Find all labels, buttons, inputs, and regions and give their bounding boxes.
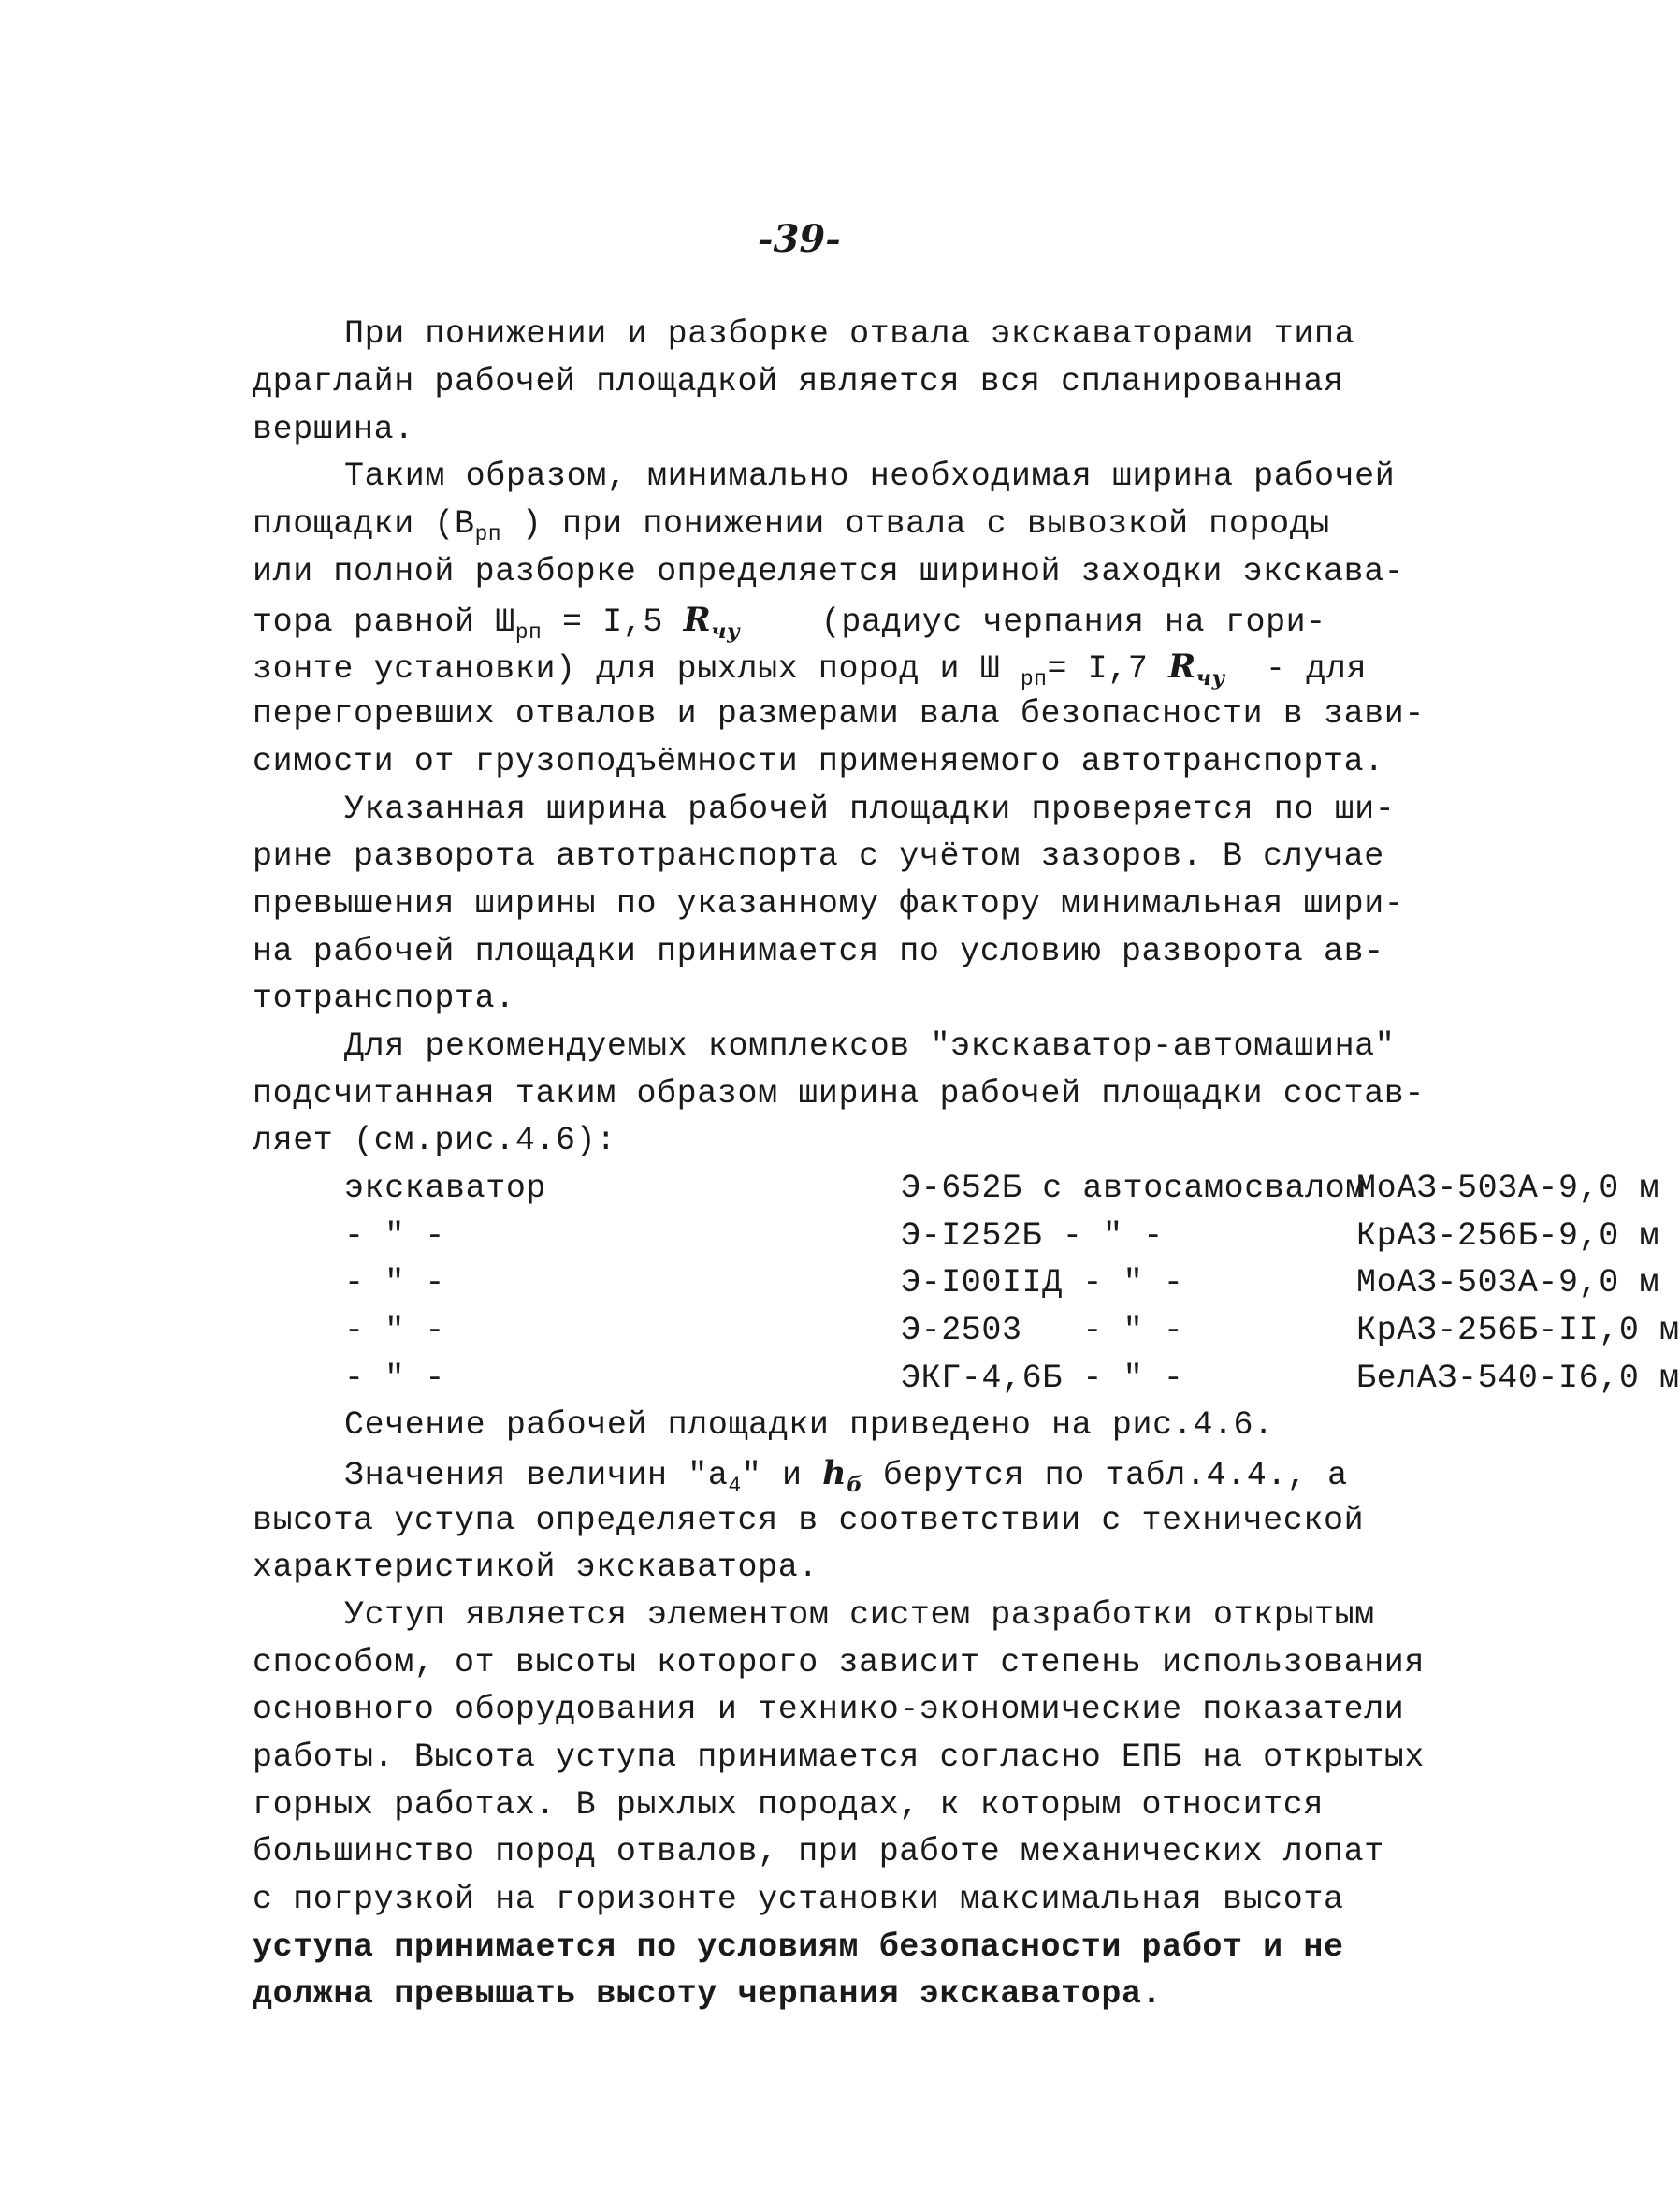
complex-excavator-label: экскаватор: [344, 1170, 547, 1207]
complex-excavator-model: Э-2503 - " -: [901, 1312, 1184, 1349]
paragraph-3-line-4: на рабочей площадки принимается по условию разворота ав-: [253, 933, 1384, 970]
text-run: Значения величин "а: [344, 1457, 729, 1494]
handwritten-subscript-chu: чу: [711, 618, 741, 644]
subscript-rp: рп: [514, 619, 543, 645]
complex-truck-width: БелАЗ-540-I6,0 м: [1356, 1360, 1680, 1397]
paragraph-7-line-5: горных работах. В рыхлых породах, к которым относится: [253, 1786, 1324, 1824]
handwritten-r: R: [1168, 647, 1196, 686]
paragraph-2-line-5: [253, 647, 1368, 691]
text-run: - для: [1224, 650, 1368, 688]
complex-row: [344, 1170, 1660, 1207]
text-run: = I,5: [542, 604, 684, 641]
paragraph-3-line-5: тотранспорта.: [253, 980, 515, 1017]
paragraph-7-line-3: основного оборудования и технико-экономические показатели: [253, 1691, 1405, 1728]
paragraph-5-line-1: Сечение рабочей площадки приведено на рис.4.6.: [344, 1406, 1274, 1444]
complex-truck-width: КрАЗ-256Б-II,0 м: [1356, 1312, 1680, 1349]
paragraph-6-line-3: характеристикой экскаватора.: [253, 1549, 818, 1586]
paragraph-1-line-3: вершина.: [253, 411, 414, 448]
text-run: = I,7: [1047, 650, 1169, 688]
paragraph-6-line-1: [344, 1454, 1348, 1498]
complex-excavator-label: - " -: [344, 1264, 446, 1302]
text-run: зонте установки) для рыхлых пород и Ш: [253, 650, 1021, 688]
paragraph-7-line-4: работы. Высота уступа принимается согласно ЕПБ на открытых: [253, 1738, 1425, 1776]
page-number: -39-: [758, 217, 841, 261]
paragraph-4-line-3: ляет (см.рис.4.6):: [253, 1122, 616, 1159]
handwritten-h: h: [822, 1454, 847, 1492]
paragraph-7-line-8: уступа принимается по условиям безопасности работ и не: [253, 1928, 1344, 1966]
paragraph-2-line-4: [253, 601, 1326, 645]
subscript-rp: рп: [474, 521, 502, 546]
text-run: ) при понижении отвала с вывозкой породы: [501, 505, 1330, 543]
text-run: " и: [741, 1457, 823, 1494]
handwritten-subscript-b: б: [847, 1472, 863, 1497]
complex-excavator-label: - " -: [344, 1360, 446, 1397]
paragraph-7-line-2: способом, от высоты которого зависит степень использования: [253, 1644, 1425, 1681]
paragraph-4-line-2: подсчитанная таким образом ширина рабочей площадки состав-: [253, 1075, 1425, 1113]
text-run: берутся по табл.4.4., а: [862, 1457, 1348, 1494]
complex-excavator-label: - " -: [344, 1217, 446, 1255]
paragraph-7-line-6: большинство пород отвалов, при работе механических лопат: [253, 1833, 1384, 1870]
text-run: (радиус черпания на гори-: [740, 604, 1326, 641]
paragraph-1-line-1: При понижении и разборке отвала экскаваторами типа: [344, 315, 1355, 353]
complex-row: [344, 1217, 1660, 1255]
complex-row: [344, 1264, 1660, 1302]
text-run: площадки (В: [253, 505, 475, 543]
paragraph-1-line-2: драглайн рабочей площадкой является вся спланированная: [253, 363, 1344, 400]
complex-excavator-model: Э-652Б с автосамосвалом: [901, 1170, 1366, 1207]
paragraph-3-line-2: рине разворота автотранспорта с учётом зазоров. В случае: [253, 837, 1384, 875]
complex-excavator-model: Э-I00IIД - " -: [901, 1264, 1184, 1302]
paragraph-2-line-6: перегоревших отвалов и размерами вала безопасности в зави-: [253, 695, 1425, 733]
paragraph-2-line-7: симости от грузоподъёмности применяемого автотранспорта.: [253, 743, 1384, 780]
complex-excavator-model: ЭКГ-4,6Б - " -: [901, 1360, 1184, 1397]
handwritten-r: R: [683, 601, 712, 639]
paragraph-2-line-3: или полной разборке определяется шириной заходки экскава-: [253, 553, 1405, 590]
complex-excavator-model: Э-I252Б - " -: [901, 1217, 1164, 1255]
paragraph-2-line-2: [253, 505, 1330, 546]
paragraph-6-line-2: высота уступа определяется в соответствии с технической: [253, 1502, 1365, 1539]
paragraph-7-line-7: с погрузкой на горизонте установки максимальная высота: [253, 1881, 1344, 1918]
paragraph-7-line-9: должна превышать высоту черпания экскаватора.: [253, 1975, 1163, 2013]
paragraph-2-line-1: Таким образом, минимально необходимая ширина рабочей: [344, 458, 1396, 495]
complex-truck-width: КрАЗ-256Б-9,0 м: [1356, 1217, 1660, 1255]
complex-row: [344, 1360, 1680, 1397]
text-run: тора равной Ш: [253, 604, 515, 641]
paragraph-4-line-1: Для рекомендуемых комплексов "экскаватор-автомашина": [344, 1027, 1396, 1065]
paragraph-3-line-3: превышения ширины по указанному фактору минимальная шири-: [253, 885, 1405, 923]
complex-excavator-label: - " -: [344, 1312, 446, 1349]
complex-truck-width: МоАЗ-503А-9,0 м: [1356, 1264, 1660, 1302]
paragraph-7-line-1: Уступ является элементом систем разработки открытым: [344, 1596, 1375, 1634]
complex-row: [344, 1312, 1680, 1349]
handwritten-subscript-chu: чу: [1195, 665, 1225, 691]
complex-truck-width: МоАЗ-503А-9,0 м: [1356, 1170, 1660, 1207]
paragraph-3-line-1: Указанная ширина рабочей площадки проверяется по ши-: [344, 791, 1396, 828]
subscript-rp: рп: [1020, 666, 1048, 691]
subscript-4: 4: [728, 1473, 742, 1498]
